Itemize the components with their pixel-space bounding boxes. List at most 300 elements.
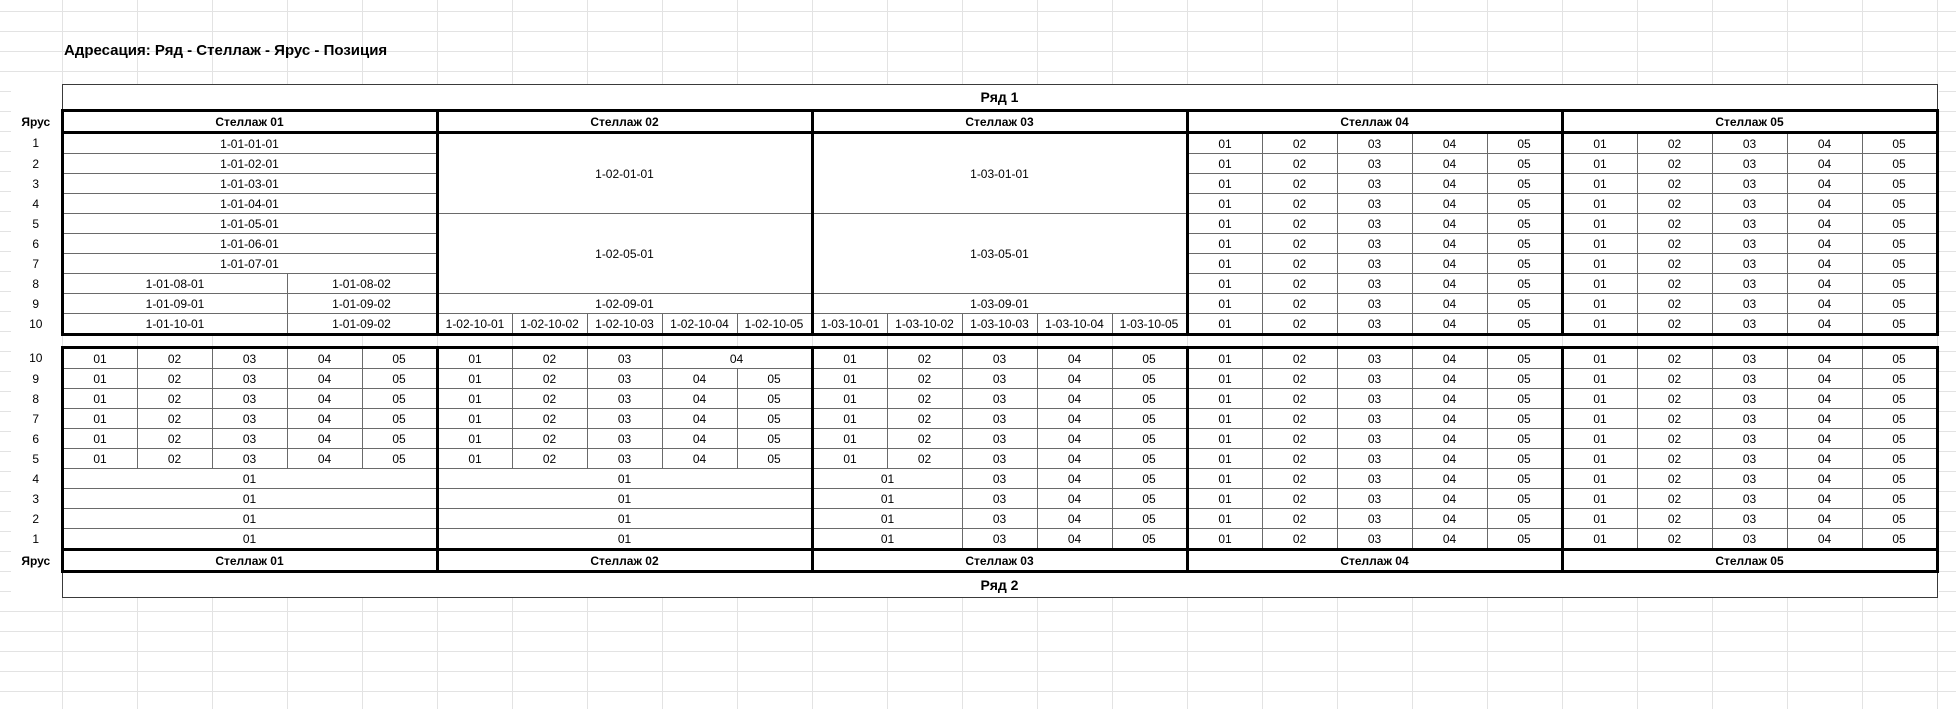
position-cell[interactable]: 02 — [1262, 194, 1337, 214]
position-cell[interactable]: 04 — [1412, 154, 1487, 174]
position-cell[interactable]: 04 — [1037, 529, 1112, 550]
position-cell[interactable]: 04 — [1037, 509, 1112, 529]
position-cell[interactable]: 04 — [1412, 429, 1487, 449]
position-cell[interactable]: 01 — [62, 389, 137, 409]
position-cell[interactable]: 01 — [1562, 314, 1637, 335]
address-cell[interactable]: 01 — [437, 489, 812, 509]
position-cell[interactable]: 02 — [1262, 449, 1337, 469]
position-cell[interactable]: 01 — [1187, 234, 1262, 254]
position-cell[interactable]: 01 — [812, 429, 887, 449]
position-cell[interactable]: 04 — [662, 449, 737, 469]
position-cell[interactable]: 03 — [1337, 194, 1412, 214]
position-cell[interactable]: 02 — [1637, 369, 1712, 389]
address-cell[interactable]: 1-02-10-02 — [512, 314, 587, 335]
position-cell[interactable]: 04 — [1412, 314, 1487, 335]
position-cell[interactable]: 05 — [1112, 389, 1187, 409]
address-cell[interactable]: 1-03-01-01 — [812, 133, 1187, 214]
address-cell[interactable]: 1-01-09-01 — [62, 294, 287, 314]
position-cell[interactable]: 04 — [1787, 529, 1862, 550]
position-cell[interactable]: 03 — [1337, 314, 1412, 335]
position-cell[interactable]: 03 — [1337, 174, 1412, 194]
position-cell[interactable]: 02 — [137, 449, 212, 469]
position-cell[interactable]: 01 — [62, 369, 137, 389]
position-cell[interactable]: 02 — [1262, 389, 1337, 409]
position-cell[interactable]: 05 — [1862, 133, 1937, 154]
position-cell[interactable]: 05 — [1487, 274, 1562, 294]
row-title[interactable]: Ряд 2 — [62, 572, 1937, 598]
position-cell[interactable]: 01 — [1187, 294, 1262, 314]
position-cell[interactable]: 03 — [1712, 489, 1787, 509]
position-cell[interactable]: 05 — [737, 389, 812, 409]
position-cell[interactable]: 01 — [437, 429, 512, 449]
position-cell[interactable]: 04 — [287, 389, 362, 409]
address-cell[interactable]: 01 — [812, 469, 962, 489]
position-cell[interactable]: 04 — [1412, 348, 1487, 369]
position-cell[interactable]: 02 — [137, 409, 212, 429]
position-cell[interactable]: 04 — [662, 429, 737, 449]
position-cell[interactable]: 05 — [1862, 194, 1937, 214]
position-cell[interactable]: 03 — [962, 409, 1037, 429]
position-cell[interactable]: 05 — [1112, 449, 1187, 469]
position-cell[interactable]: 01 — [1562, 489, 1637, 509]
position-cell[interactable]: 03 — [1712, 254, 1787, 274]
position-cell[interactable]: 04 — [1787, 369, 1862, 389]
address-cell[interactable]: 02 — [512, 348, 587, 369]
position-cell[interactable]: 05 — [1487, 489, 1562, 509]
position-cell[interactable]: 03 — [1337, 389, 1412, 409]
position-cell[interactable]: 02 — [1262, 234, 1337, 254]
position-cell[interactable]: 04 — [1412, 529, 1487, 550]
position-cell[interactable]: 02 — [137, 429, 212, 449]
position-cell[interactable]: 02 — [1262, 369, 1337, 389]
position-cell[interactable]: 03 — [962, 369, 1037, 389]
position-cell[interactable]: 01 — [1562, 348, 1637, 369]
position-cell[interactable]: 02 — [1262, 469, 1337, 489]
position-cell[interactable]: 04 — [1787, 389, 1862, 409]
position-cell[interactable]: 01 — [812, 369, 887, 389]
position-cell[interactable]: 02 — [887, 409, 962, 429]
position-cell[interactable]: 03 — [1337, 469, 1412, 489]
position-cell[interactable]: 05 — [1487, 234, 1562, 254]
address-cell[interactable]: 1-03-10-01 — [812, 314, 887, 335]
position-cell[interactable]: 01 — [1187, 348, 1262, 369]
position-cell[interactable]: 04 — [1037, 409, 1112, 429]
position-cell[interactable]: 02 — [1262, 409, 1337, 429]
position-cell[interactable]: 01 — [1562, 154, 1637, 174]
position-cell[interactable]: 03 — [1337, 254, 1412, 274]
rack-header[interactable]: Стеллаж 01 — [62, 111, 437, 133]
position-cell[interactable]: 03 — [212, 348, 287, 369]
position-cell[interactable]: 05 — [1487, 409, 1562, 429]
rack-header[interactable]: Стеллаж 02 — [437, 550, 812, 572]
position-cell[interactable]: 02 — [1637, 469, 1712, 489]
position-cell[interactable]: 01 — [437, 449, 512, 469]
position-cell[interactable]: 04 — [1787, 214, 1862, 234]
position-cell[interactable]: 01 — [1187, 369, 1262, 389]
address-cell[interactable]: 1-01-10-01 — [62, 314, 287, 335]
position-cell[interactable]: 03 — [1712, 274, 1787, 294]
position-cell[interactable]: 03 — [962, 489, 1037, 509]
address-cell[interactable]: 1-01-01-01 — [62, 133, 437, 154]
position-cell[interactable]: 02 — [1262, 509, 1337, 529]
position-cell[interactable]: 04 — [1787, 133, 1862, 154]
position-cell[interactable]: 02 — [1637, 389, 1712, 409]
position-cell[interactable]: 03 — [962, 469, 1037, 489]
position-cell[interactable]: 01 — [1187, 154, 1262, 174]
position-cell[interactable]: 03 — [962, 509, 1037, 529]
position-cell[interactable]: 02 — [1262, 314, 1337, 335]
position-cell[interactable]: 01 — [1562, 369, 1637, 389]
position-cell[interactable]: 04 — [1412, 294, 1487, 314]
position-cell[interactable]: 01 — [1562, 429, 1637, 449]
position-cell[interactable]: 02 — [1262, 489, 1337, 509]
position-cell[interactable]: 05 — [1862, 469, 1937, 489]
position-cell[interactable]: 02 — [1637, 174, 1712, 194]
address-cell[interactable]: 1-02-05-01 — [437, 214, 812, 294]
position-cell[interactable]: 03 — [1712, 348, 1787, 369]
address-cell[interactable]: 01 — [62, 529, 437, 550]
address-cell[interactable]: 1-03-05-01 — [812, 214, 1187, 294]
position-cell[interactable]: 01 — [812, 389, 887, 409]
position-cell[interactable]: 05 — [1862, 429, 1937, 449]
address-cell[interactable]: 01 — [437, 348, 512, 369]
address-cell[interactable]: 1-02-01-01 — [437, 133, 812, 214]
position-cell[interactable]: 03 — [1712, 409, 1787, 429]
position-cell[interactable]: 04 — [1037, 429, 1112, 449]
position-cell[interactable]: 01 — [812, 409, 887, 429]
position-cell[interactable]: 05 — [1487, 174, 1562, 194]
position-cell[interactable]: 05 — [362, 449, 437, 469]
rack-header[interactable]: Стеллаж 03 — [812, 550, 1187, 572]
position-cell[interactable]: 05 — [1862, 254, 1937, 274]
position-cell[interactable]: 01 — [62, 348, 137, 369]
position-cell[interactable]: 02 — [512, 449, 587, 469]
position-cell[interactable]: 03 — [962, 529, 1037, 550]
position-cell[interactable]: 01 — [1187, 489, 1262, 509]
position-cell[interactable]: 01 — [1562, 469, 1637, 489]
position-cell[interactable]: 04 — [662, 369, 737, 389]
position-cell[interactable]: 05 — [1862, 274, 1937, 294]
address-cell[interactable]: 01 — [812, 489, 962, 509]
position-cell[interactable]: 01 — [1187, 214, 1262, 234]
position-cell[interactable]: 02 — [1637, 348, 1712, 369]
position-cell[interactable]: 05 — [1112, 409, 1187, 429]
position-cell[interactable]: 01 — [62, 409, 137, 429]
position-cell[interactable]: 03 — [212, 449, 287, 469]
position-cell[interactable]: 01 — [1187, 274, 1262, 294]
position-cell[interactable]: 02 — [1637, 274, 1712, 294]
position-cell[interactable]: 03 — [1337, 274, 1412, 294]
position-cell[interactable]: 05 — [362, 429, 437, 449]
position-cell[interactable]: 03 — [1712, 314, 1787, 335]
position-cell[interactable]: 04 — [287, 348, 362, 369]
position-cell[interactable]: 01 — [1187, 389, 1262, 409]
position-cell[interactable]: 05 — [1862, 409, 1937, 429]
address-cell[interactable]: 04 — [662, 348, 812, 369]
position-cell[interactable]: 02 — [1637, 194, 1712, 214]
position-cell[interactable]: 04 — [1412, 389, 1487, 409]
position-cell[interactable]: 03 — [587, 409, 662, 429]
position-cell[interactable]: 02 — [1637, 133, 1712, 154]
position-cell[interactable]: 05 — [1862, 174, 1937, 194]
position-cell[interactable]: 03 — [212, 429, 287, 449]
position-cell[interactable]: 01 — [1562, 389, 1637, 409]
position-cell[interactable]: 02 — [1262, 429, 1337, 449]
position-cell[interactable]: 01 — [1187, 429, 1262, 449]
position-cell[interactable]: 04 — [1787, 234, 1862, 254]
address-cell[interactable]: 1-01-07-01 — [62, 254, 437, 274]
position-cell[interactable]: 03 — [1337, 214, 1412, 234]
position-cell[interactable]: 03 — [1712, 154, 1787, 174]
address-cell[interactable]: 01 — [62, 509, 437, 529]
address-cell[interactable]: 1-02-10-04 — [662, 314, 737, 335]
address-cell[interactable]: 1-01-09-02 — [287, 314, 437, 335]
position-cell[interactable]: 01 — [1562, 509, 1637, 529]
position-cell[interactable]: 05 — [1487, 214, 1562, 234]
address-cell[interactable]: 01 — [812, 529, 962, 550]
position-cell[interactable]: 04 — [1412, 489, 1487, 509]
position-cell[interactable]: 05 — [1487, 469, 1562, 489]
position-cell[interactable]: 01 — [812, 449, 887, 469]
position-cell[interactable]: 05 — [1487, 314, 1562, 335]
position-cell[interactable]: 04 — [1412, 194, 1487, 214]
address-cell[interactable]: 01 — [437, 469, 812, 489]
rack-header[interactable]: Стеллаж 01 — [62, 550, 437, 572]
position-cell[interactable]: 05 — [1112, 348, 1187, 369]
position-cell[interactable]: 04 — [287, 409, 362, 429]
position-cell[interactable]: 03 — [1337, 294, 1412, 314]
position-cell[interactable]: 01 — [1187, 254, 1262, 274]
position-cell[interactable]: 03 — [587, 429, 662, 449]
position-cell[interactable]: 02 — [1262, 348, 1337, 369]
address-cell[interactable]: 1-01-06-01 — [62, 234, 437, 254]
position-cell[interactable]: 04 — [1412, 254, 1487, 274]
position-cell[interactable]: 02 — [1262, 274, 1337, 294]
position-cell[interactable]: 05 — [1112, 529, 1187, 550]
rack-header[interactable]: Стеллаж 03 — [812, 111, 1187, 133]
position-cell[interactable]: 05 — [1862, 154, 1937, 174]
position-cell[interactable]: 04 — [1787, 449, 1862, 469]
position-cell[interactable]: 05 — [1862, 348, 1937, 369]
position-cell[interactable]: 01 — [812, 348, 887, 369]
address-cell[interactable]: 1-03-10-04 — [1037, 314, 1112, 335]
position-cell[interactable]: 01 — [1562, 234, 1637, 254]
position-cell[interactable]: 04 — [1787, 174, 1862, 194]
position-cell[interactable]: 04 — [1412, 509, 1487, 529]
position-cell[interactable]: 04 — [1412, 409, 1487, 429]
position-cell[interactable]: 01 — [1187, 449, 1262, 469]
position-cell[interactable]: 01 — [437, 409, 512, 429]
position-cell[interactable]: 03 — [212, 409, 287, 429]
position-cell[interactable]: 03 — [1337, 369, 1412, 389]
position-cell[interactable]: 02 — [1262, 133, 1337, 154]
position-cell[interactable]: 01 — [437, 389, 512, 409]
position-cell[interactable]: 05 — [1862, 489, 1937, 509]
rack-header[interactable]: Стеллаж 05 — [1562, 550, 1937, 572]
address-cell[interactable]: 1-01-02-01 — [62, 154, 437, 174]
position-cell[interactable]: 04 — [1787, 294, 1862, 314]
position-cell[interactable]: 02 — [1262, 254, 1337, 274]
position-cell[interactable]: 02 — [887, 449, 962, 469]
position-cell[interactable]: 04 — [1037, 469, 1112, 489]
position-cell[interactable]: 05 — [1112, 509, 1187, 529]
position-cell[interactable]: 01 — [62, 429, 137, 449]
rack-header[interactable]: Стеллаж 04 — [1187, 550, 1562, 572]
position-cell[interactable]: 05 — [1112, 489, 1187, 509]
position-cell[interactable]: 03 — [1712, 234, 1787, 254]
position-cell[interactable]: 04 — [1037, 449, 1112, 469]
position-cell[interactable]: 01 — [1187, 174, 1262, 194]
rack-header[interactable]: Стеллаж 05 — [1562, 111, 1937, 133]
position-cell[interactable]: 01 — [1562, 409, 1637, 429]
position-cell[interactable]: 03 — [1712, 174, 1787, 194]
position-cell[interactable]: 05 — [1487, 429, 1562, 449]
position-cell[interactable]: 04 — [1787, 154, 1862, 174]
position-cell[interactable]: 05 — [737, 409, 812, 429]
address-cell[interactable]: 1-01-09-02 — [287, 294, 437, 314]
position-cell[interactable]: 01 — [1562, 294, 1637, 314]
position-cell[interactable]: 02 — [1637, 254, 1712, 274]
position-cell[interactable]: 05 — [737, 369, 812, 389]
position-cell[interactable]: 02 — [137, 389, 212, 409]
position-cell[interactable]: 03 — [1712, 449, 1787, 469]
position-cell[interactable]: 04 — [287, 369, 362, 389]
position-cell[interactable]: 01 — [1187, 529, 1262, 550]
position-cell[interactable]: 05 — [1487, 194, 1562, 214]
position-cell[interactable]: 05 — [1862, 509, 1937, 529]
position-cell[interactable]: 02 — [137, 369, 212, 389]
address-cell[interactable]: 1-03-10-02 — [887, 314, 962, 335]
position-cell[interactable]: 02 — [887, 389, 962, 409]
position-cell[interactable]: 02 — [1262, 529, 1337, 550]
position-cell[interactable]: 03 — [1712, 194, 1787, 214]
position-cell[interactable]: 05 — [737, 429, 812, 449]
row-title[interactable]: Ряд 1 — [62, 85, 1937, 111]
position-cell[interactable]: 04 — [1787, 274, 1862, 294]
position-cell[interactable]: 05 — [1487, 254, 1562, 274]
position-cell[interactable]: 04 — [1787, 194, 1862, 214]
position-cell[interactable]: 02 — [1262, 294, 1337, 314]
position-cell[interactable]: 04 — [1787, 409, 1862, 429]
position-cell[interactable]: 05 — [1487, 449, 1562, 469]
position-cell[interactable]: 05 — [1862, 529, 1937, 550]
address-cell[interactable]: 01 — [437, 509, 812, 529]
position-cell[interactable]: 03 — [1712, 469, 1787, 489]
position-cell[interactable]: 03 — [587, 449, 662, 469]
position-cell[interactable]: 04 — [1037, 348, 1112, 369]
address-cell[interactable]: 03 — [587, 348, 662, 369]
position-cell[interactable]: 04 — [1037, 489, 1112, 509]
position-cell[interactable]: 05 — [1487, 154, 1562, 174]
position-cell[interactable]: 03 — [1337, 234, 1412, 254]
position-cell[interactable]: 01 — [1562, 214, 1637, 234]
position-cell[interactable]: 03 — [1337, 529, 1412, 550]
position-cell[interactable]: 04 — [1787, 509, 1862, 529]
position-cell[interactable]: 01 — [1187, 509, 1262, 529]
address-cell[interactable]: 1-03-09-01 — [812, 294, 1187, 314]
address-cell[interactable]: 01 — [62, 489, 437, 509]
position-cell[interactable]: 02 — [1262, 174, 1337, 194]
position-cell[interactable]: 03 — [1337, 154, 1412, 174]
position-cell[interactable]: 01 — [437, 369, 512, 389]
position-cell[interactable]: 02 — [1637, 314, 1712, 335]
position-cell[interactable]: 04 — [1037, 369, 1112, 389]
position-cell[interactable]: 04 — [1412, 274, 1487, 294]
position-cell[interactable]: 04 — [662, 389, 737, 409]
position-cell[interactable]: 02 — [1637, 234, 1712, 254]
position-cell[interactable]: 05 — [362, 389, 437, 409]
position-cell[interactable]: 04 — [1787, 348, 1862, 369]
position-cell[interactable]: 05 — [1487, 348, 1562, 369]
position-cell[interactable]: 05 — [1862, 314, 1937, 335]
position-cell[interactable]: 01 — [62, 449, 137, 469]
position-cell[interactable]: 04 — [1412, 174, 1487, 194]
position-cell[interactable]: 04 — [1412, 469, 1487, 489]
position-cell[interactable]: 04 — [1787, 489, 1862, 509]
position-cell[interactable]: 05 — [1487, 369, 1562, 389]
position-cell[interactable]: 04 — [1037, 389, 1112, 409]
position-cell[interactable]: 04 — [662, 409, 737, 429]
address-cell[interactable]: 1-02-09-01 — [437, 294, 812, 314]
position-cell[interactable]: 02 — [1637, 214, 1712, 234]
position-cell[interactable]: 01 — [1187, 314, 1262, 335]
position-cell[interactable]: 05 — [362, 369, 437, 389]
position-cell[interactable]: 02 — [1637, 154, 1712, 174]
position-cell[interactable]: 04 — [1412, 214, 1487, 234]
position-cell[interactable]: 02 — [1637, 489, 1712, 509]
position-cell[interactable]: 02 — [512, 389, 587, 409]
position-cell[interactable]: 03 — [1337, 348, 1412, 369]
position-cell[interactable]: 05 — [737, 449, 812, 469]
address-cell[interactable]: 01 — [62, 469, 437, 489]
position-cell[interactable]: 01 — [1187, 133, 1262, 154]
position-cell[interactable]: 04 — [1787, 429, 1862, 449]
position-cell[interactable]: 03 — [1712, 133, 1787, 154]
address-cell[interactable]: 1-01-05-01 — [62, 214, 437, 234]
position-cell[interactable]: 05 — [362, 348, 437, 369]
position-cell[interactable]: 01 — [1562, 529, 1637, 550]
position-cell[interactable]: 02 — [137, 348, 212, 369]
address-cell[interactable]: 01 — [812, 509, 962, 529]
position-cell[interactable]: 03 — [962, 449, 1037, 469]
address-cell[interactable]: 1-02-10-01 — [437, 314, 512, 335]
position-cell[interactable]: 02 — [1637, 449, 1712, 469]
position-cell[interactable]: 04 — [287, 429, 362, 449]
position-cell[interactable]: 03 — [1337, 449, 1412, 469]
position-cell[interactable]: 05 — [1862, 449, 1937, 469]
position-cell[interactable]: 02 — [1262, 214, 1337, 234]
position-cell[interactable]: 05 — [1487, 509, 1562, 529]
position-cell[interactable]: 01 — [1562, 449, 1637, 469]
position-cell[interactable]: 03 — [1712, 214, 1787, 234]
position-cell[interactable]: 05 — [1112, 429, 1187, 449]
position-cell[interactable]: 05 — [1862, 214, 1937, 234]
position-cell[interactable]: 03 — [1337, 489, 1412, 509]
address-cell[interactable]: 1-01-08-02 — [287, 274, 437, 294]
address-cell[interactable]: 01 — [437, 529, 812, 550]
position-cell[interactable]: 05 — [1487, 389, 1562, 409]
address-cell[interactable]: 1-02-10-03 — [587, 314, 662, 335]
position-cell[interactable]: 04 — [1412, 449, 1487, 469]
position-cell[interactable]: 05 — [1112, 369, 1187, 389]
position-cell[interactable]: 05 — [1862, 294, 1937, 314]
position-cell[interactable]: 03 — [1337, 409, 1412, 429]
position-cell[interactable]: 03 — [1712, 294, 1787, 314]
position-cell[interactable]: 04 — [1787, 254, 1862, 274]
position-cell[interactable]: 03 — [1337, 429, 1412, 449]
position-cell[interactable]: 02 — [1262, 154, 1337, 174]
position-cell[interactable]: 03 — [587, 369, 662, 389]
